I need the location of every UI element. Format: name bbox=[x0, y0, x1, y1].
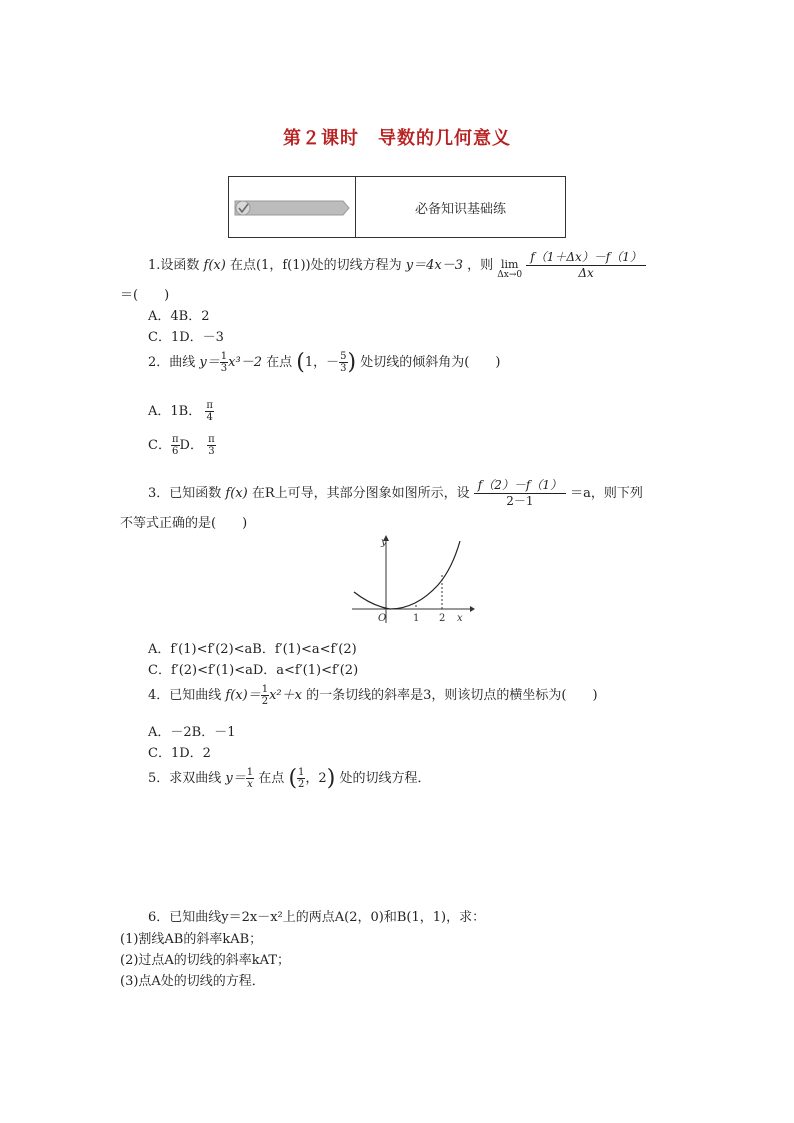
section-banner bbox=[228, 176, 566, 238]
tick-label-2: 2 bbox=[439, 613, 446, 624]
q4-stem: 4．已知曲线 f(x)＝ $\frac{1}{2}$ x²＋x 的一条切线的斜率是3，则该切点的横坐标为( ) bbox=[148, 684, 598, 707]
q1-options-ab: A．4B．2 bbox=[148, 309, 210, 324]
q6-stem: 6．已知曲线y＝2x－x²上的两点A(2，0)和B(1，1)，求： bbox=[148, 910, 486, 925]
q1-tail: ＝( ) bbox=[120, 288, 170, 303]
q3-average-rate: $\frac{f(2)-f(1)}{2-1}$ bbox=[474, 478, 566, 509]
banner-decoration bbox=[229, 177, 356, 237]
q4-options-ab: A．－2B．－1 bbox=[148, 725, 236, 740]
origin-label: O bbox=[378, 613, 387, 624]
q1-options-cd: C．1D．－3 bbox=[148, 330, 224, 345]
q6-part-3: (3)点A处的切线的方程． bbox=[120, 974, 265, 989]
banner-label: 必备知识基础练 bbox=[414, 201, 506, 217]
q3-stem: 3．已知函数 f(x) 在R上可导，其部分图象如图所示，设 $\frac{f(2)-f(1)}{2-1}$ ＝a，则下列 bbox=[148, 478, 643, 508]
q5-stem: 5．求双曲线 y＝ $\frac{1}{x}$ 在点 ( $\frac{1}{2}$ ，2) 处的切线方程． bbox=[148, 766, 431, 791]
q3-options-ab: A．f′(1)<f′(2)<aB．f′(1)<a<f′(2) bbox=[148, 642, 357, 657]
q2-options-ab: A．1B． $\frac{\pi}{4}$ bbox=[148, 400, 213, 423]
page-title: 第２课时 导数的几何意义 bbox=[283, 128, 511, 149]
x-label: x bbox=[457, 613, 463, 624]
q2-stem: 2．曲线 y＝ $\frac{1}{3}$ x³－2 在点 (1，－ $\frac{5}{3}$ ) 处切线的倾斜角为( ) bbox=[148, 350, 501, 375]
x-axis-arrow bbox=[470, 606, 475, 612]
q2-options-cd: C． $\frac{\pi}{6}$ D． $\frac{\pi}{3}$ bbox=[148, 434, 215, 457]
function-graph bbox=[346, 533, 476, 625]
ribbon-check-icon bbox=[229, 177, 355, 237]
q3-stem-line2: 不等式正确的是( ) bbox=[120, 516, 248, 531]
function-curve bbox=[354, 541, 460, 609]
q1-difference-quotient: $\frac{f(1+\Delta x)-f(1)}{\Delta x}$ bbox=[526, 250, 646, 281]
q6-part-1: (1)割线AB的斜率kAB； bbox=[120, 932, 263, 947]
q3-options-cd: C．f′(2)<f′(1)<aD．a<f′(1)<f′(2) bbox=[148, 663, 359, 678]
q1-stem: 1.设函数 f(x) 在点(1，f(1))处的切线方程为 y＝4x－3 ，则 lim Δx→0 $\frac{f(1+\Delta x)-f(1)}{\Delta x}$ bbox=[148, 250, 646, 281]
q6-part-2: (2)过点A的切线的斜率kAT； bbox=[120, 953, 291, 968]
tick-label-1: 1 bbox=[413, 613, 420, 624]
q4-options-cd: C．1D．2 bbox=[148, 746, 211, 761]
y-label: y bbox=[381, 537, 387, 548]
q1-limit: lim Δx→0 bbox=[497, 258, 523, 280]
